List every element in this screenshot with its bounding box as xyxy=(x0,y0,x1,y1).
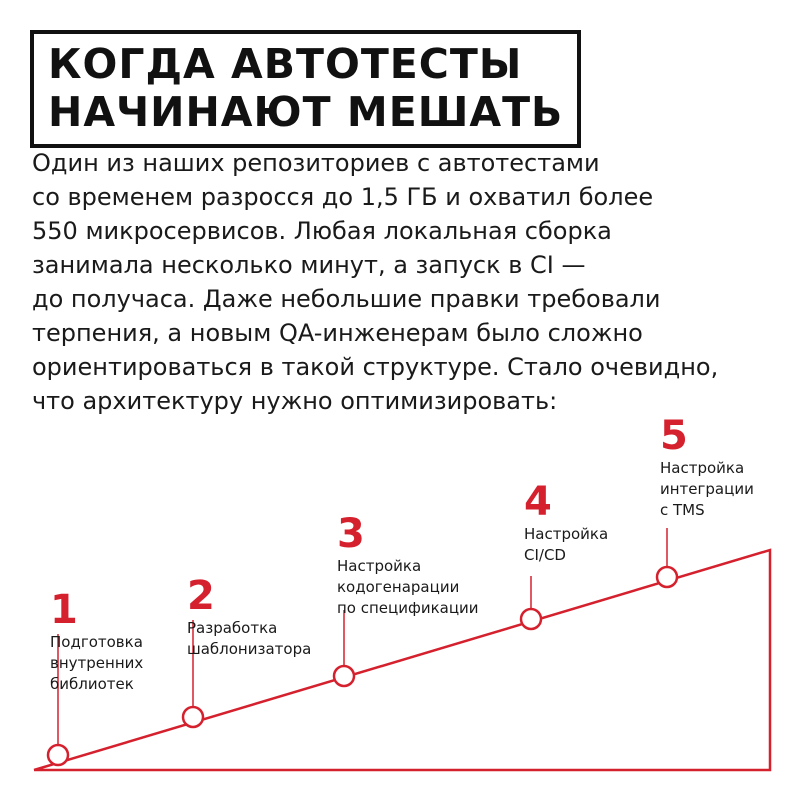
step-label-line: Настройка xyxy=(524,525,609,543)
step-label-line: внутренних xyxy=(50,654,144,672)
step-label-line: с TMS xyxy=(660,501,705,519)
step-marker-4 xyxy=(521,609,541,629)
step-label-line: библиотек xyxy=(50,675,134,693)
step-label-line: Настройка xyxy=(660,459,745,477)
step-number: 4 xyxy=(524,479,552,525)
intro-line: со временем разросся до 1,5 ГБ и охватил более xyxy=(32,183,654,211)
intro-line: терпения, а новым QA-инженерам было сложно xyxy=(32,319,643,347)
step-label xyxy=(187,618,311,660)
step-label xyxy=(50,632,143,695)
step-marker-5 xyxy=(657,567,677,587)
intro-line: Один из наших репозиториев с автотестами xyxy=(32,149,600,177)
intro-line: занимала несколько минут, а запуск в CI — xyxy=(32,251,586,279)
step-label xyxy=(337,556,479,619)
step-4 xyxy=(524,480,608,566)
step-1 xyxy=(50,588,143,695)
step-2 xyxy=(187,574,311,660)
step-marker-2 xyxy=(183,707,203,727)
title-line-2: НАЧИНАЮТ МЕШАТЬ xyxy=(48,88,564,136)
step-label-line: Подготовка xyxy=(50,633,143,651)
step-label-line: интеграции xyxy=(660,480,754,498)
title-line-1: КОГДА АВТОТЕСТЫ xyxy=(48,40,523,88)
intro-line: 550 микросервисов. Любая локальная сборка xyxy=(32,217,612,245)
step-label-line: шаблонизатора xyxy=(187,640,312,658)
step-5 xyxy=(660,414,754,521)
step-number: 5 xyxy=(660,413,688,459)
intro-line: до получаса. Даже небольшие правки требовали xyxy=(32,285,661,313)
step-number: 2 xyxy=(187,573,215,619)
step-label xyxy=(660,458,754,521)
intro-line: ориентироваться в такой структуре. Стало очевидно, xyxy=(32,353,719,381)
step-number: 1 xyxy=(50,587,78,633)
step-label-line: кодогенарации xyxy=(337,578,460,596)
step-number: 3 xyxy=(337,511,365,557)
step-label-line: Разработка xyxy=(187,619,278,637)
intro-line: что архитектуру нужно оптимизировать: xyxy=(32,387,558,415)
step-3 xyxy=(337,512,479,619)
step-label-line: по спецификации xyxy=(337,599,479,617)
step-label-line: CI/CD xyxy=(524,546,566,564)
step-label xyxy=(524,524,608,566)
step-label-line: Настройка xyxy=(337,557,422,575)
step-marker-3 xyxy=(334,666,354,686)
step-marker-1 xyxy=(48,745,68,765)
